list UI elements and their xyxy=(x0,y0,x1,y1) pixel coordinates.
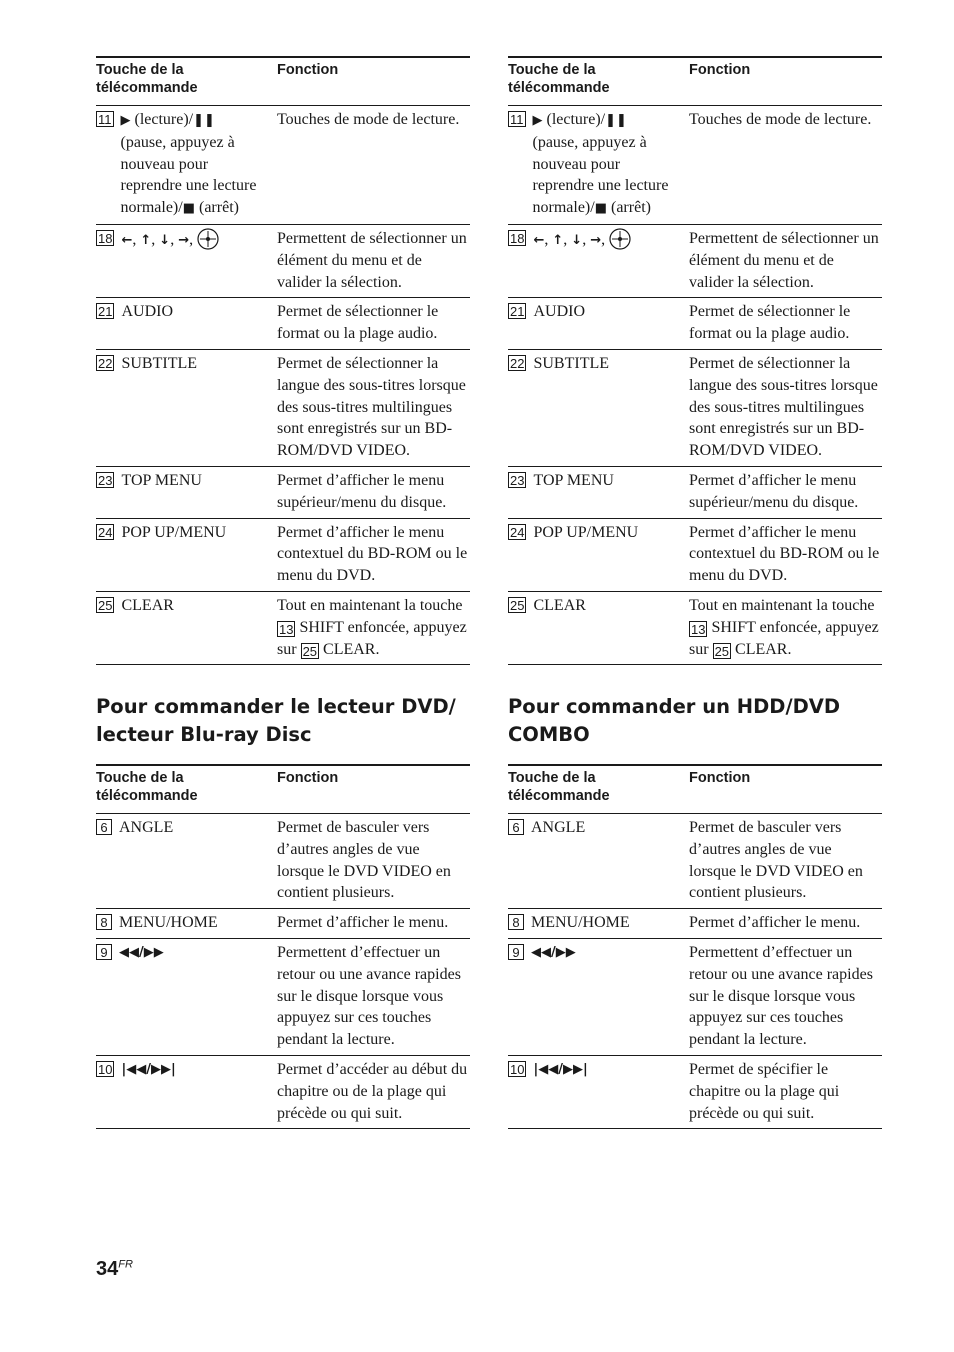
key-number: 10 xyxy=(98,1061,113,1077)
play-icon: ▶ xyxy=(120,113,131,128)
rewind-fastforward-icon: ◀◀/▶▶ xyxy=(531,944,576,960)
table-row xyxy=(96,814,470,909)
function-text: Permet de sélectionner la langue des sous-titres lorsque des sous-titres multilingues sont enregistrés sur un BD-ROM/DVD VIDEO. xyxy=(689,354,878,460)
table-row xyxy=(508,591,882,664)
key-number: 24 xyxy=(510,524,525,540)
key-label: POP UP/MENU xyxy=(121,523,227,541)
key-label: AUDIO xyxy=(533,303,586,321)
table-row: 18 ←, ↑, ↓, →, Permettent de sélectionner un élément du menu et de valider la sélection. xyxy=(508,224,882,297)
table-row xyxy=(508,466,882,518)
arrow-left-icon: ← xyxy=(533,232,545,248)
table-row: 18 ←, ↑, ↓, →, Permettent de sélectionner un élément du menu et de valider la sélection. xyxy=(96,224,470,297)
table-row: 11 ▶ (lecture)/❚❚ (pause, appuyez à nouveau pour reprendre une lecture normale)/■ (arrêt) Touches de mode de lecture. xyxy=(96,106,470,225)
header-function: Fonction xyxy=(277,62,339,78)
table-row xyxy=(508,814,882,909)
table-row xyxy=(96,1055,470,1128)
pause-icon: ❚❚ xyxy=(605,113,627,128)
key-label: AUDIO xyxy=(121,303,174,321)
key-number: 6 xyxy=(96,819,112,835)
table-row xyxy=(508,1055,882,1128)
key-number: 21 xyxy=(98,304,113,320)
function-text: Permet d’afficher le menu. xyxy=(277,914,449,932)
remote-table-bottom-left xyxy=(96,764,470,1129)
table-row xyxy=(96,938,470,1055)
function-text: Permet d’accéder au début du chapitre ou de la plage qui précède ou qui suit. xyxy=(277,1060,468,1122)
function-text: Permet d’afficher le menu. xyxy=(689,914,861,932)
function-text: Permet de sélectionner le format ou la plage audio. xyxy=(277,303,439,343)
key-number: 22 xyxy=(510,355,525,371)
key-number: 24 xyxy=(98,524,113,540)
section-title-dvd-bluray: Pour commander le lecteur DVD/ lecteur Blu-ray Disc xyxy=(96,695,456,746)
key-label: POP UP/MENU xyxy=(533,523,639,541)
key-number: 9 xyxy=(96,944,112,960)
header-key: Touche de la télécommande xyxy=(96,62,198,96)
arrow-left-icon: ← xyxy=(121,232,133,248)
function-text: Permet d’afficher le menu contextuel du BD-ROM ou le menu du DVD. xyxy=(689,523,880,585)
table-row xyxy=(96,466,470,518)
arrow-down-icon: ↓ xyxy=(571,232,583,248)
remote-table-top-right xyxy=(508,56,882,665)
header-function: Fonction xyxy=(689,770,751,786)
enter-target-icon xyxy=(609,228,631,250)
function-text: Permet d’afficher le menu contextuel du BD-ROM ou le menu du DVD. xyxy=(277,523,468,585)
key-number: 25 xyxy=(510,597,525,613)
enter-target-icon xyxy=(197,228,219,250)
page-number-suffix: FR xyxy=(118,1258,133,1271)
function-text: Permettent de sélectionner un élément du menu et de valider la sélection. xyxy=(277,229,467,291)
function-text: Touches de mode de lecture. xyxy=(689,111,872,128)
key-label: MENU/HOME xyxy=(531,914,630,932)
key-label: ANGLE xyxy=(531,819,586,836)
stop-icon: ■ xyxy=(594,201,607,217)
table-row xyxy=(96,298,470,350)
function-text: Tout en maintenant la touche 13 SHIFT enfoncée, appuyez sur 25 CLEAR. xyxy=(277,596,467,659)
header-key: Touche de la télécommande xyxy=(508,62,610,96)
key-label: SUBTITLE xyxy=(121,354,198,372)
key-number: 8 xyxy=(508,914,524,930)
function-text: Touches de mode de lecture. xyxy=(277,111,460,128)
key-number: 22 xyxy=(98,355,113,371)
arrow-up-icon: ↑ xyxy=(140,232,152,248)
arrow-right-icon: → xyxy=(178,232,190,248)
arrow-right-icon: → xyxy=(590,232,602,248)
key-label: TOP MENU xyxy=(533,471,614,489)
previous-next-icon: |◀◀/▶▶| xyxy=(533,1061,588,1077)
arrow-up-icon: ↑ xyxy=(552,232,564,248)
remote-table-bottom-right xyxy=(508,764,882,1129)
key-number: 23 xyxy=(510,472,525,488)
key-number: 18 xyxy=(98,230,113,246)
key-label: TOP MENU xyxy=(121,471,202,489)
key-label: CLEAR xyxy=(533,596,586,614)
header-key: Touche de la télécommande xyxy=(508,770,610,804)
section-title-hdd-dvd-combo: Pour commander un HDD/DVD COMBO xyxy=(508,695,841,746)
header-function: Fonction xyxy=(277,770,339,786)
table-row xyxy=(96,349,470,466)
key-label: ANGLE xyxy=(119,819,174,836)
table-row xyxy=(96,909,470,939)
key-number: 6 xyxy=(508,819,524,835)
table-row xyxy=(96,591,470,664)
key-number: 11 xyxy=(98,112,112,127)
function-text: Permet d’afficher le menu supérieur/menu du disque. xyxy=(277,471,447,511)
function-text: Permettent d’effectuer un retour ou une avance rapides sur le disque lorsque vous appuyez sur ces touches pendant la lecture. xyxy=(689,943,873,1049)
header-key: Touche de la télécommande xyxy=(96,770,198,804)
header-function: Fonction xyxy=(689,62,751,78)
table-row xyxy=(508,298,882,350)
key-number: 8 xyxy=(96,914,112,930)
function-text: Permet de basculer vers d’autres angles de vue lorsque le DVD VIDEO en contient plusieurs. xyxy=(689,819,863,902)
function-text: Permet de sélectionner le format ou la plage audio. xyxy=(689,303,851,343)
key-label: CLEAR xyxy=(121,596,174,614)
key-number: 18 xyxy=(510,230,525,246)
key-number: 23 xyxy=(98,472,113,488)
function-text: Permet d’afficher le menu supérieur/menu du disque. xyxy=(689,471,859,511)
function-text: Permettent de sélectionner un élément du menu et de valider la sélection. xyxy=(689,229,879,291)
key-label: SUBTITLE xyxy=(533,354,610,372)
function-text: Permettent d’effectuer un retour ou une avance rapides sur le disque lorsque vous appuyez sur ces touches pendant la lecture. xyxy=(277,943,461,1049)
pause-icon: ❚❚ xyxy=(193,113,215,128)
key-number: 11 xyxy=(510,112,524,127)
key-number: 21 xyxy=(510,304,525,320)
function-text: Permet de sélectionner la langue des sous-titres lorsque des sous-titres multilingues sont enregistrés sur un BD-ROM/DVD VIDEO. xyxy=(277,354,466,460)
table-row: 11 ▶ (lecture)/❚❚ (pause, appuyez à nouveau pour reprendre une lecture normale)/■ (arrêt) Touches de mode de lecture. xyxy=(508,106,882,225)
stop-icon: ■ xyxy=(182,201,195,217)
table-row xyxy=(508,909,882,939)
play-icon: ▶ xyxy=(532,113,543,128)
function-text: Permet de spécifier le chapitre ou la plage qui précède ou qui suit. xyxy=(689,1060,840,1122)
key-number: 9 xyxy=(508,944,524,960)
table-row xyxy=(96,518,470,591)
key-number: 10 xyxy=(510,1061,525,1077)
previous-next-icon: |◀◀/▶▶| xyxy=(121,1061,176,1077)
key-label: MENU/HOME xyxy=(119,914,218,932)
function-text: Tout en maintenant la touche 13 SHIFT enfoncée, appuyez sur 25 CLEAR. xyxy=(689,596,879,659)
page-number: $34^{FR}$ xyxy=(96,1258,133,1280)
key-number: 25 xyxy=(98,597,113,613)
table-row xyxy=(508,349,882,466)
rewind-fastforward-icon: ◀◀/▶▶ xyxy=(119,944,164,960)
function-text: Permet de basculer vers d’autres angles de vue lorsque le DVD VIDEO en contient plusieurs. xyxy=(277,819,451,902)
arrow-down-icon: ↓ xyxy=(159,232,171,248)
table-row xyxy=(508,518,882,591)
table-row xyxy=(508,938,882,1055)
remote-table-top-left xyxy=(96,56,470,665)
